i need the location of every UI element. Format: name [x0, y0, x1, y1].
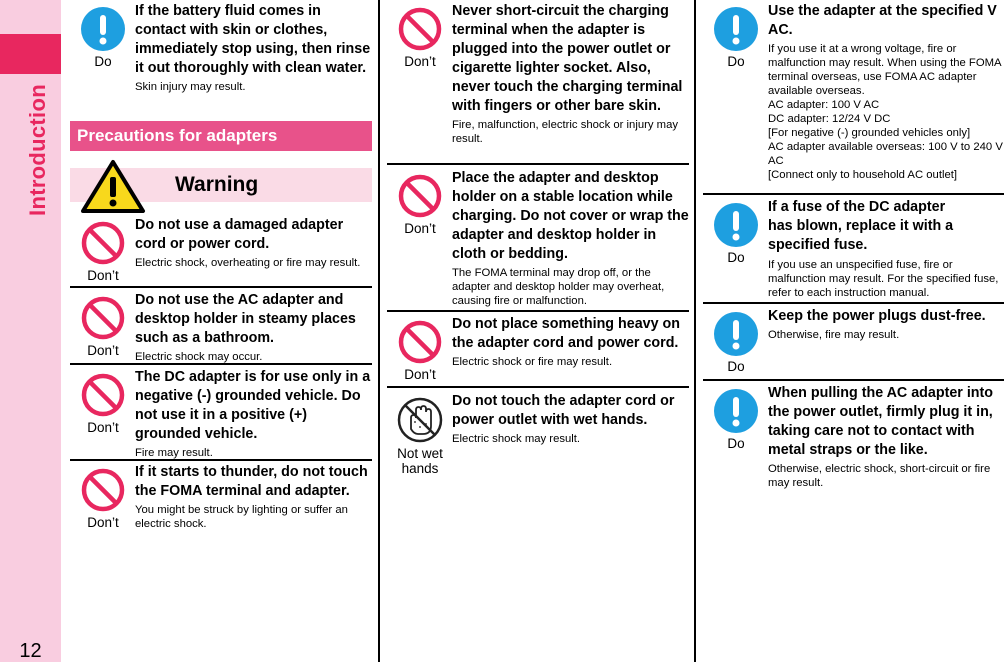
warning-entry	[387, 315, 689, 385]
column-divider	[378, 0, 380, 662]
entry-title: Do not place something heavy on the adapter cord and power cord.	[452, 316, 680, 351]
sidebar-tab-marker	[0, 34, 61, 74]
warning-triangle-icon	[80, 159, 146, 215]
entry-title: Place the adapter and desktop holder on a stable location while charging. Do not cover or wrap the adapter and desktop holder in cloth or bedding.	[452, 170, 689, 262]
section-header-text: Precautions for adapters	[77, 126, 278, 145]
prohibition-icon	[395, 319, 445, 382]
dont-label: Don’t	[404, 367, 436, 382]
entry-detail: Fire may result.	[135, 447, 213, 459]
warning-label: Warning	[175, 173, 259, 196]
divider	[387, 310, 689, 312]
caution-entry	[70, 2, 372, 117]
entry-title: If it starts to thunder, do not touch the FOMA terminal and adapter.	[135, 464, 368, 499]
divider	[703, 302, 1004, 304]
entry-detail: If you use an unspecified fuse, fire or malfunction may result. For the specified fuse, refer to each instruction manual.	[768, 259, 999, 299]
do-label: Do	[94, 54, 112, 69]
warning-entry	[70, 216, 372, 284]
entry-title: Do not touch the adapter cord or power outlet with wet hands.	[452, 393, 675, 428]
entry-detail: Electric shock may result.	[452, 433, 581, 445]
divider	[703, 379, 1004, 381]
sidebar	[0, 0, 61, 662]
divider	[70, 363, 372, 365]
caution-entry	[703, 198, 1004, 302]
spec-line: [Connect only to household AC outlet]	[768, 169, 958, 181]
entry-detail: Electric shock or fire may result.	[452, 356, 613, 368]
detail-text: If you use it at a wrong voltage, fire or malfunction may result. When using the FOMA terminal overseas, use FOMA AC adapter available overseas.	[768, 43, 1001, 97]
do-icon	[78, 6, 128, 69]
column-1	[70, 0, 372, 662]
do-label: Do	[727, 250, 745, 265]
entry-detail: Fire, malfunction, electric shock or injury may result.	[452, 119, 679, 145]
dont-label: Don’t	[87, 268, 119, 283]
no-wet-hands-icon	[395, 396, 445, 476]
page-number: 12	[19, 640, 42, 662]
dont-label: Don’t	[87, 343, 119, 358]
entry-title: Do not use the AC adapter and desktop holder in steamy places such as a bathroom.	[135, 292, 356, 346]
divider	[387, 386, 689, 388]
prohibition-icon	[78, 467, 128, 530]
warning-entry	[70, 368, 372, 458]
dont-label: Don’t	[404, 221, 436, 236]
entry-title: If the battery fluid comes in contact with skin or clothes, immediately stop using, then rinse it out thoroughly with clean water.	[135, 3, 371, 76]
do-label: Do	[727, 359, 745, 374]
warning-entry	[70, 291, 372, 361]
entry-title: Use the adapter at the specified V AC.	[768, 3, 997, 38]
divider	[703, 193, 1004, 195]
spec-line: DC adapter: 12/24 V DC	[768, 113, 891, 125]
do-label: Do	[727, 54, 745, 69]
prohibition-icon	[395, 6, 445, 69]
warning-entry	[70, 463, 372, 553]
divider	[387, 163, 689, 165]
section-label: Introduction	[25, 84, 50, 216]
prohibition-icon	[78, 295, 128, 358]
entry-detail	[768, 42, 1004, 182]
warning-entry	[387, 392, 689, 482]
divider	[70, 459, 372, 461]
entry-detail: Otherwise, fire may result.	[768, 329, 900, 341]
prohibition-icon	[78, 372, 128, 435]
caution-entry	[703, 307, 1004, 379]
do-icon	[711, 311, 761, 374]
caution-entry	[703, 2, 1004, 192]
divider	[70, 286, 372, 288]
column-divider	[694, 0, 696, 662]
dont-label: Don’t	[87, 420, 119, 435]
do-icon	[711, 202, 761, 265]
entry-title: Keep the power plugs dust-free.	[768, 308, 986, 324]
entry-title: Do not use a damaged adapter cord or power cord.	[135, 217, 344, 252]
entry-title: If a fuse of the DC adapter has blown, replace it with a specified fuse.	[768, 199, 954, 253]
column-2	[387, 0, 689, 662]
column-3	[703, 0, 1004, 662]
dont-label: Don’t	[404, 54, 436, 69]
not-wet-hands-label: Not wet hands	[397, 446, 443, 476]
entry-detail: Otherwise, electric shock, short-circuit or fire may result.	[768, 463, 991, 489]
section-header	[70, 121, 372, 151]
prohibition-icon	[395, 173, 445, 236]
warning-banner	[70, 168, 372, 202]
entry-detail: You might be struck by lighting or suffer an electric shock.	[135, 504, 348, 530]
caution-entry	[703, 384, 1004, 514]
entry-detail: Skin injury may result.	[135, 81, 246, 93]
dont-label: Don’t	[87, 515, 119, 530]
do-label: Do	[727, 436, 745, 451]
entry-title: Never short-circuit the charging terminal when the adapter is plugged into the power outlet or cigarette lighter socket. Also, never touch the charging terminal with fingers or other bare skin.	[452, 3, 683, 114]
entry-detail: Electric shock, overheating or fire may result.	[135, 257, 361, 269]
spec-line: AC adapter available overseas: 100 V to 240 V AC	[768, 141, 1003, 167]
do-icon	[711, 6, 761, 69]
entry-detail: The FOMA terminal may drop off, or the adapter and desktop holder may overheat, causing fire or malfunction.	[452, 267, 665, 307]
entry-title: The DC adapter is for use only in a negative (-) grounded vehicle. Do not use it in a positive (+) grounded vehicle.	[135, 369, 371, 442]
warning-entry	[387, 2, 689, 162]
spec-line: AC adapter: 100 V AC	[768, 99, 880, 111]
entry-title: When pulling the AC adapter into the power outlet, firmly plug it in, taking care not to contact with metal straps or the like.	[768, 385, 994, 458]
do-icon	[711, 388, 761, 451]
entry-detail: Electric shock may occur.	[135, 351, 263, 363]
prohibition-icon	[78, 220, 128, 283]
warning-entry	[387, 169, 689, 309]
spec-line: [For negative (-) grounded vehicles only]	[768, 127, 971, 139]
